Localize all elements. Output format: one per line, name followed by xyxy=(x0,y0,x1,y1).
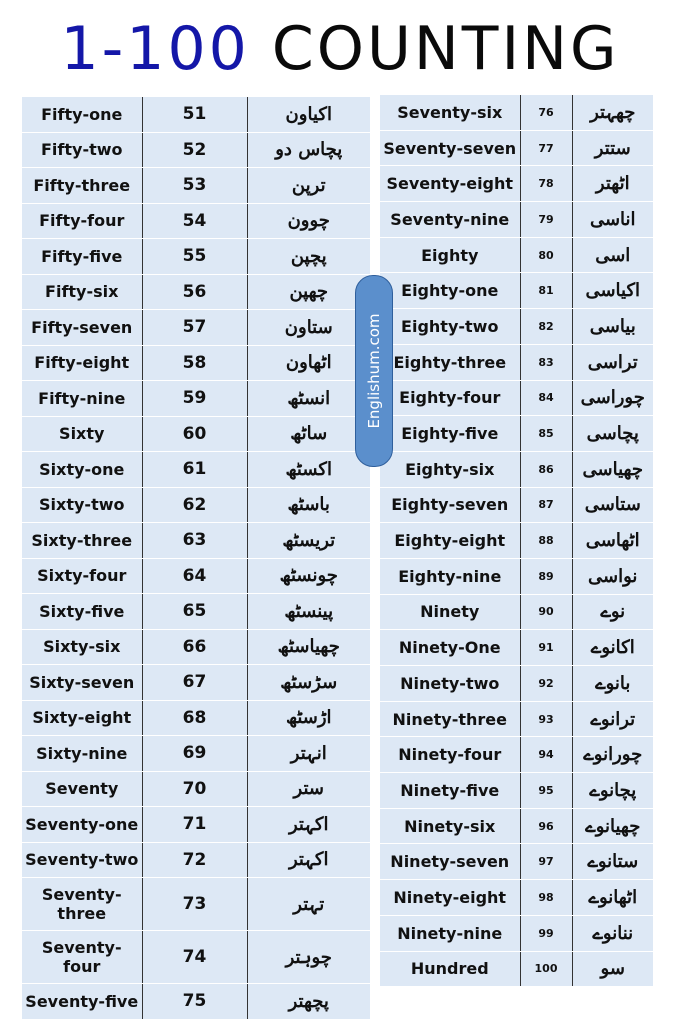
counting-table-right xyxy=(380,95,653,987)
table-row xyxy=(380,273,653,309)
english-word: Ninety-eight xyxy=(380,880,520,916)
numeral: 65 xyxy=(142,594,247,630)
numeral: 69 xyxy=(142,736,247,772)
english-word: Sixty-eight xyxy=(22,700,142,736)
table-row xyxy=(22,878,370,931)
urdu-word: نوے xyxy=(572,594,653,630)
english-word: Fifty-five xyxy=(22,239,142,275)
numeral: 92 xyxy=(520,666,572,702)
table-row xyxy=(380,130,653,166)
urdu-word: پچاس دو xyxy=(247,132,370,168)
numeral: 96 xyxy=(520,808,572,844)
english-word: Ninety-seven xyxy=(380,844,520,880)
english-word: Sixty-nine xyxy=(22,736,142,772)
table-row xyxy=(380,95,653,130)
english-word: Ninety-six xyxy=(380,808,520,844)
numeral: 81 xyxy=(520,273,572,309)
numeral: 53 xyxy=(142,168,247,204)
english-word: Eighty-nine xyxy=(380,558,520,594)
english-word: Ninety-five xyxy=(380,773,520,809)
urdu-word: پچھتر xyxy=(247,984,370,1020)
numeral: 70 xyxy=(142,771,247,807)
numeral: 73 xyxy=(142,878,247,931)
table-row xyxy=(380,666,653,702)
english-word: Seventy-nine xyxy=(380,202,520,238)
table-row xyxy=(22,487,370,523)
urdu-word: چھپن xyxy=(247,274,370,310)
english-word: Eighty-one xyxy=(380,273,520,309)
table-row xyxy=(22,523,370,559)
english-word: Ninety xyxy=(380,594,520,630)
english-word: Sixty-one xyxy=(22,452,142,488)
english-word: Seventy-four xyxy=(22,931,142,984)
numeral: 59 xyxy=(142,381,247,417)
english-word: Fifty-four xyxy=(22,203,142,239)
urdu-word: اڑسٹھ xyxy=(247,700,370,736)
table-row xyxy=(380,915,653,951)
urdu-word: تریسٹھ xyxy=(247,523,370,559)
table-row xyxy=(22,274,370,310)
numeral: 88 xyxy=(520,523,572,559)
english-word: Ninety-One xyxy=(380,630,520,666)
english-word: Eighty-seven xyxy=(380,487,520,523)
urdu-word: اٹھانوے xyxy=(572,880,653,916)
english-word: Sixty-seven xyxy=(22,665,142,701)
numeral: 54 xyxy=(142,203,247,239)
numeral: 93 xyxy=(520,701,572,737)
numeral: 68 xyxy=(142,700,247,736)
table-row xyxy=(380,344,653,380)
table-row xyxy=(22,594,370,630)
table-row xyxy=(380,416,653,452)
numeral: 89 xyxy=(520,558,572,594)
english-word: Ninety-three xyxy=(380,701,520,737)
table-row xyxy=(380,309,653,345)
table-row xyxy=(22,168,370,204)
numeral: 94 xyxy=(520,737,572,773)
english-word: Fifty-nine xyxy=(22,381,142,417)
urdu-word: ستانوے xyxy=(572,844,653,880)
numeral: 90 xyxy=(520,594,572,630)
title-word: COUNTING xyxy=(271,14,620,84)
watermark-badge xyxy=(355,275,393,467)
title-number: 1-100 xyxy=(60,14,250,84)
urdu-word: چھہتر xyxy=(572,95,653,130)
numeral: 60 xyxy=(142,416,247,452)
numeral: 79 xyxy=(520,202,572,238)
urdu-word: پچاسی xyxy=(572,416,653,452)
table-row xyxy=(22,984,370,1020)
table-row xyxy=(380,594,653,630)
urdu-word: اکیاون xyxy=(247,97,370,132)
numeral: 63 xyxy=(142,523,247,559)
table-row xyxy=(380,558,653,594)
urdu-word: اسی xyxy=(572,237,653,273)
urdu-word: ترپن xyxy=(247,168,370,204)
table-row xyxy=(380,523,653,559)
numeral: 61 xyxy=(142,452,247,488)
urdu-word: اکیاسی xyxy=(572,273,653,309)
english-word: Sixty-six xyxy=(22,629,142,665)
english-word: Eighty xyxy=(380,237,520,273)
urdu-word: اکہتر xyxy=(247,842,370,878)
table-row xyxy=(22,452,370,488)
numeral: 57 xyxy=(142,310,247,346)
numeral: 87 xyxy=(520,487,572,523)
english-word: Eighty-two xyxy=(380,309,520,345)
urdu-word: ستتر xyxy=(572,130,653,166)
english-word: Sixty-four xyxy=(22,558,142,594)
table-row xyxy=(22,931,370,984)
numeral: 67 xyxy=(142,665,247,701)
urdu-word: اٹھاون xyxy=(247,345,370,381)
urdu-word: تراسی xyxy=(572,344,653,380)
numeral: 85 xyxy=(520,416,572,452)
urdu-word: سو xyxy=(572,951,653,987)
numeral: 55 xyxy=(142,239,247,275)
english-word: Sixty-five xyxy=(22,594,142,630)
urdu-word: انسٹھ xyxy=(247,381,370,417)
table-row xyxy=(380,701,653,737)
table-row xyxy=(22,700,370,736)
numeral: 100 xyxy=(520,951,572,987)
english-word: Eighty-six xyxy=(380,451,520,487)
table-row xyxy=(22,842,370,878)
english-word: Seventy-eight xyxy=(380,166,520,202)
english-word: Fifty-six xyxy=(22,274,142,310)
numeral: 78 xyxy=(520,166,572,202)
table-row xyxy=(22,239,370,275)
numeral: 64 xyxy=(142,558,247,594)
english-word: Seventy xyxy=(22,771,142,807)
english-word: Ninety-nine xyxy=(380,915,520,951)
table-row xyxy=(380,166,653,202)
urdu-word: چھیانوے xyxy=(572,808,653,844)
numeral: 98 xyxy=(520,880,572,916)
english-word: Sixty-three xyxy=(22,523,142,559)
urdu-word: چھیاسی xyxy=(572,451,653,487)
english-word: Fifty-two xyxy=(22,132,142,168)
english-word: Seventy-six xyxy=(380,95,520,130)
urdu-word: اٹھتر xyxy=(572,166,653,202)
table-row xyxy=(22,416,370,452)
urdu-word: تہتر xyxy=(247,878,370,931)
table-row xyxy=(22,97,370,132)
urdu-word: اکانوے xyxy=(572,630,653,666)
table-row xyxy=(22,629,370,665)
table-row xyxy=(380,880,653,916)
table-row xyxy=(22,203,370,239)
numeral: 66 xyxy=(142,629,247,665)
table-row xyxy=(380,773,653,809)
english-word: Ninety-four xyxy=(380,737,520,773)
english-word: Seventy-three xyxy=(22,878,142,931)
urdu-word: پینسٹھ xyxy=(247,594,370,630)
urdu-word: ننانوے xyxy=(572,915,653,951)
numeral: 99 xyxy=(520,915,572,951)
numeral: 80 xyxy=(520,237,572,273)
numeral: 52 xyxy=(142,132,247,168)
numeral: 58 xyxy=(142,345,247,381)
table-row xyxy=(380,844,653,880)
english-word: Fifty-one xyxy=(22,97,142,132)
english-word: Fifty-seven xyxy=(22,310,142,346)
numeral: 74 xyxy=(142,931,247,984)
urdu-word: چوہتر xyxy=(247,931,370,984)
english-word: Fifty-three xyxy=(22,168,142,204)
urdu-word: ستر xyxy=(247,771,370,807)
numeral: 72 xyxy=(142,842,247,878)
table-row xyxy=(22,310,370,346)
numeral: 97 xyxy=(520,844,572,880)
numeral: 86 xyxy=(520,451,572,487)
numeral: 51 xyxy=(142,97,247,132)
numeral: 91 xyxy=(520,630,572,666)
urdu-word: انہتر xyxy=(247,736,370,772)
numeral: 62 xyxy=(142,487,247,523)
table-row xyxy=(380,451,653,487)
table-row xyxy=(22,381,370,417)
urdu-word: چھیاسٹھ xyxy=(247,629,370,665)
table-row xyxy=(22,558,370,594)
counting-table-left xyxy=(22,97,370,1020)
urdu-word: ترانوے xyxy=(572,701,653,737)
table-row xyxy=(380,737,653,773)
numeral: 71 xyxy=(142,807,247,843)
urdu-word: پچپن xyxy=(247,239,370,275)
english-word: Eighty-eight xyxy=(380,523,520,559)
table-row xyxy=(380,487,653,523)
urdu-word: اکہتر xyxy=(247,807,370,843)
english-word: Seventy-seven xyxy=(380,130,520,166)
urdu-word: اناسی xyxy=(572,202,653,238)
urdu-word: بیاسی xyxy=(572,309,653,345)
urdu-word: چوون xyxy=(247,203,370,239)
watermark-text: Englishum.com xyxy=(365,313,383,429)
table-row xyxy=(380,202,653,238)
english-word: Seventy-one xyxy=(22,807,142,843)
english-word: Seventy-two xyxy=(22,842,142,878)
english-word: Fifty-eight xyxy=(22,345,142,381)
urdu-word: اکسٹھ xyxy=(247,452,370,488)
table-row xyxy=(380,808,653,844)
urdu-word: چورانوے xyxy=(572,737,653,773)
english-word: Eighty-three xyxy=(380,344,520,380)
numeral: 95 xyxy=(520,773,572,809)
numeral: 76 xyxy=(520,95,572,130)
urdu-word: ساٹھ xyxy=(247,416,370,452)
english-word: Eighty-four xyxy=(380,380,520,416)
urdu-word: باسٹھ xyxy=(247,487,370,523)
numeral: 83 xyxy=(520,344,572,380)
table-row xyxy=(380,380,653,416)
table-row xyxy=(380,630,653,666)
numeral: 75 xyxy=(142,984,247,1020)
numeral: 56 xyxy=(142,274,247,310)
table-row xyxy=(22,736,370,772)
numeral: 84 xyxy=(520,380,572,416)
urdu-word: چونسٹھ xyxy=(247,558,370,594)
urdu-word: ستاون xyxy=(247,310,370,346)
english-word: Hundred xyxy=(380,951,520,987)
english-word: Ninety-two xyxy=(380,666,520,702)
table-row xyxy=(22,771,370,807)
english-word: Sixty xyxy=(22,416,142,452)
urdu-word: چوراسی xyxy=(572,380,653,416)
numeral: 77 xyxy=(520,130,572,166)
urdu-word: نواسی xyxy=(572,558,653,594)
urdu-word: اٹھاسی xyxy=(572,523,653,559)
table-row xyxy=(22,665,370,701)
page-title xyxy=(0,14,680,84)
table-row xyxy=(22,345,370,381)
english-word: Seventy-five xyxy=(22,984,142,1020)
urdu-word: سڑسٹھ xyxy=(247,665,370,701)
urdu-word: پچانوے xyxy=(572,773,653,809)
urdu-word: بانوے xyxy=(572,666,653,702)
english-word: Sixty-two xyxy=(22,487,142,523)
english-word: Eighty-five xyxy=(380,416,520,452)
urdu-word: ستاسی xyxy=(572,487,653,523)
table-row xyxy=(22,807,370,843)
table-row xyxy=(380,237,653,273)
numeral: 82 xyxy=(520,309,572,345)
table-row xyxy=(22,132,370,168)
table-row xyxy=(380,951,653,987)
